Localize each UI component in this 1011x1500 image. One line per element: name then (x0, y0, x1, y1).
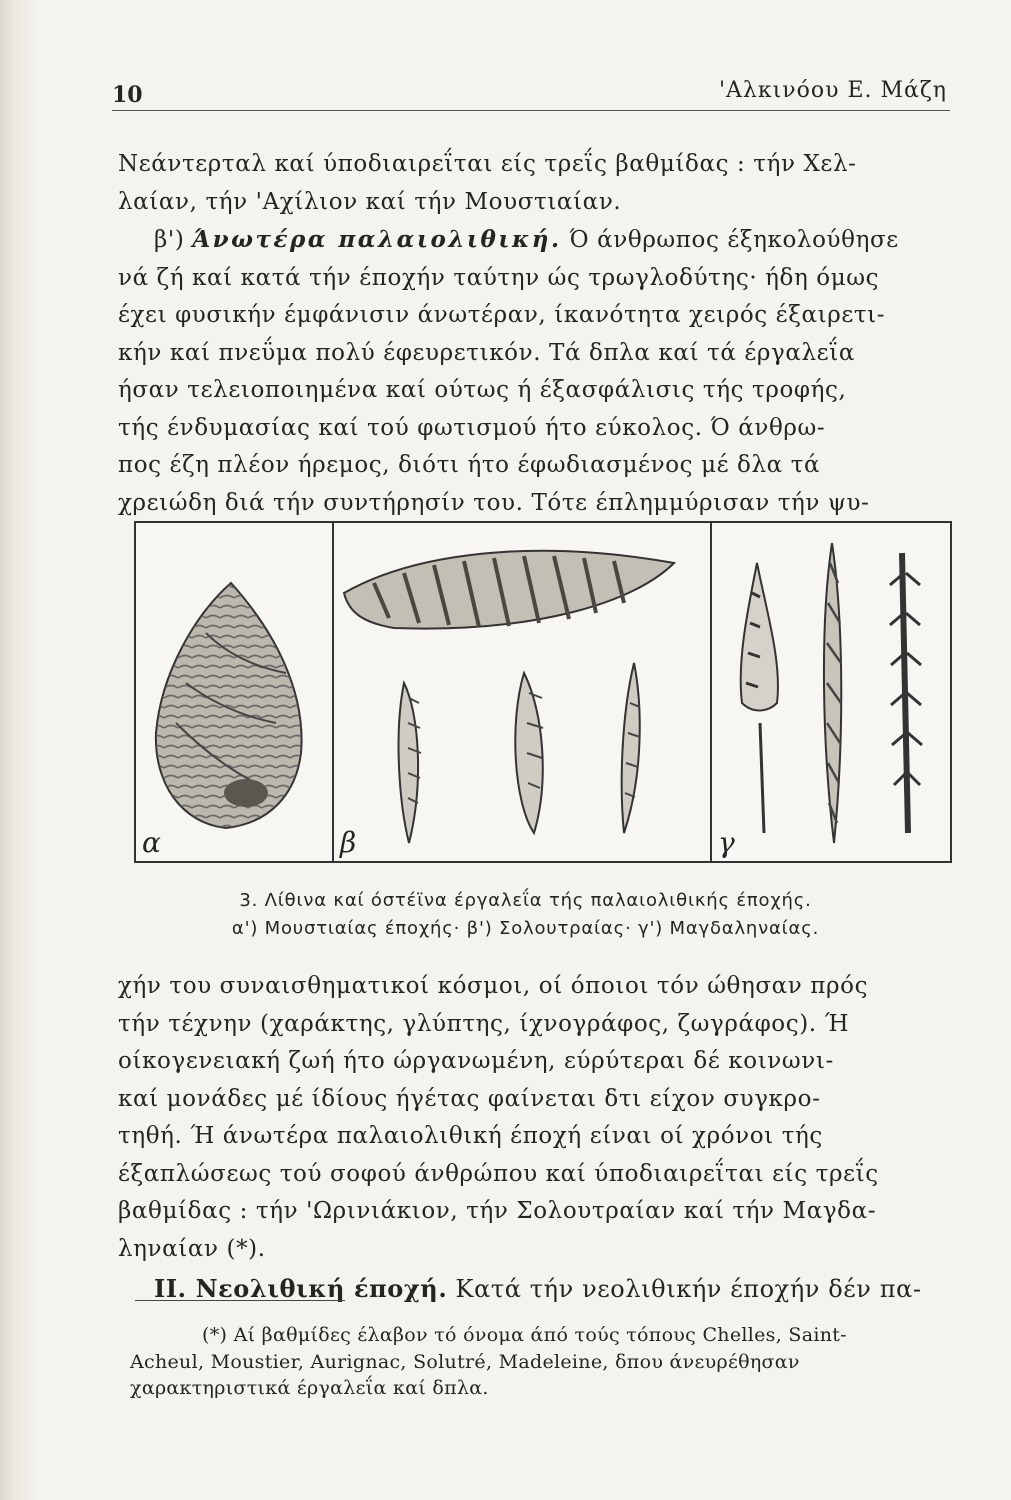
solutrean-blades-illustration (334, 523, 710, 861)
text-line: πος έζη πλέον ήρεμος, διότι ήτο έφωδιασμένος μέ δλα τά (118, 452, 821, 478)
header-rule (112, 110, 950, 111)
text-fragment: Ό άνθρωπος έξηκολούθησε (561, 227, 899, 253)
text-line: βαθμίδας : τήν 'Ωρινιάκιον, τήν Σολουτραίαν καί τήν Μαγδα- (118, 1198, 877, 1224)
text-line: έξαπλώσεως τού σοφού άνθρώπου καί ύποδιαιρεΐται είς τρεΐς (118, 1160, 879, 1187)
text-line: Νεάντερταλ καί ύποδιαιρεΐται είς τρεΐς βαθμίδας : τήν Χελ- (118, 151, 857, 177)
text-line: έχει φυσικήν έμφάνισιν άνωτέραν, ίκανότητα χειρός έξαιρετι- (118, 302, 886, 328)
text-line: καί μονάδες μέ ίδίους ήγέτας φαίνεται δτι είχον συγκρο- (118, 1085, 821, 1112)
text-line: χρειώδη διά τήν συντήρησίν του. Τότε έπλημμύρισαν τήν ψυ- (118, 489, 870, 516)
hand-axe-illustration (136, 523, 332, 861)
text-line: τηθή. Ή άνωτέρα παλαιολιθική έποχή είναι οί χρόνοι τής (118, 1123, 823, 1149)
running-title: 'Αλκινόου Ε. Μάζη (718, 78, 947, 103)
tools-figure (134, 521, 952, 863)
text-line: τήν τέχνην (χαράκτης, γλύπτης, ίχνογράφος, ζωγράφος). Ή (118, 1010, 850, 1037)
page-number: 10 (112, 82, 143, 108)
figure-panel-b (334, 523, 712, 861)
figure-panel-c (712, 523, 950, 861)
figure-panel-a (136, 523, 334, 861)
text-line (118, 221, 956, 260)
figure-caption-line: α') Μουστιαίας έποχής· β') Σολουτραίας· γ') Μαγδαληναίας. (231, 918, 820, 939)
panel-label-b: β (340, 826, 357, 859)
text-line: τής ένδυμασίας καί τού φωτισμού ήτο εύκολος. Ό άνθρω- (118, 414, 826, 441)
footnote (130, 1322, 960, 1402)
section-heading-line (118, 1270, 956, 1309)
section-heading: II. Νεολιθική έποχή. (154, 1274, 448, 1303)
list-marker: β') (154, 227, 193, 253)
text-line: ήσαν τελειοποιημένα καί ούτως ή έξασφάλισις τής τροφής, (118, 377, 847, 403)
text-line: χήν του συναισθηματικοί κόσμοι, οί όποιοι τόν ώθησαν πρός (118, 973, 869, 999)
text-line: λαίαν, τήν 'Αχίλιον καί τήν Μουστιαίαν. (118, 188, 622, 215)
panel-label-a: α (142, 826, 161, 859)
figure-caption-line: 3. Λίθινα καί όστέϊνα έργαλεΐα τής παλαιολιθικής έποχής. (239, 890, 812, 911)
lower-paragraph (118, 968, 956, 1309)
bone-harpoons-illustration (712, 523, 950, 861)
panel-label-c: γ (718, 826, 735, 859)
footnote-line: Acheul, Moustier, Aurignac, Solutré, Madeleine, δπου άνευρέθησαν (130, 1350, 800, 1373)
footnote-line: χαρακτηριστικά έργαλεΐα καί δπλα. (130, 1377, 489, 1399)
footnote-line: (*) Αί βαθμίδες έλαβον τό όνομα άπό τούς τόπους Chelles, Saint- (202, 1324, 847, 1346)
text-line: οίκογενειακή ζωή ήτο ώργανωμένη, εύρύτεραι δέ κοινωνι- (118, 1048, 834, 1074)
text-fragment: Κατά τήν νεολιθικήν έποχήν δέν πα- (447, 1275, 922, 1303)
text-line: κήν καί πνεΰμα πολύ έφευρετικόν. Τά δπλα καί τά έργαλεΐα (118, 339, 855, 366)
text-line: ληναίαν (*). (118, 1235, 266, 1262)
text-line: νά ζή καί κατά τήν έποχήν ταύτην ώς τρωγλοδύτης· ήδη όμως (118, 264, 880, 291)
footnote-rule (135, 1300, 345, 1301)
section-term: Άνωτέρα παλαιολιθική. (192, 226, 562, 253)
upper-paragraph (118, 146, 956, 522)
